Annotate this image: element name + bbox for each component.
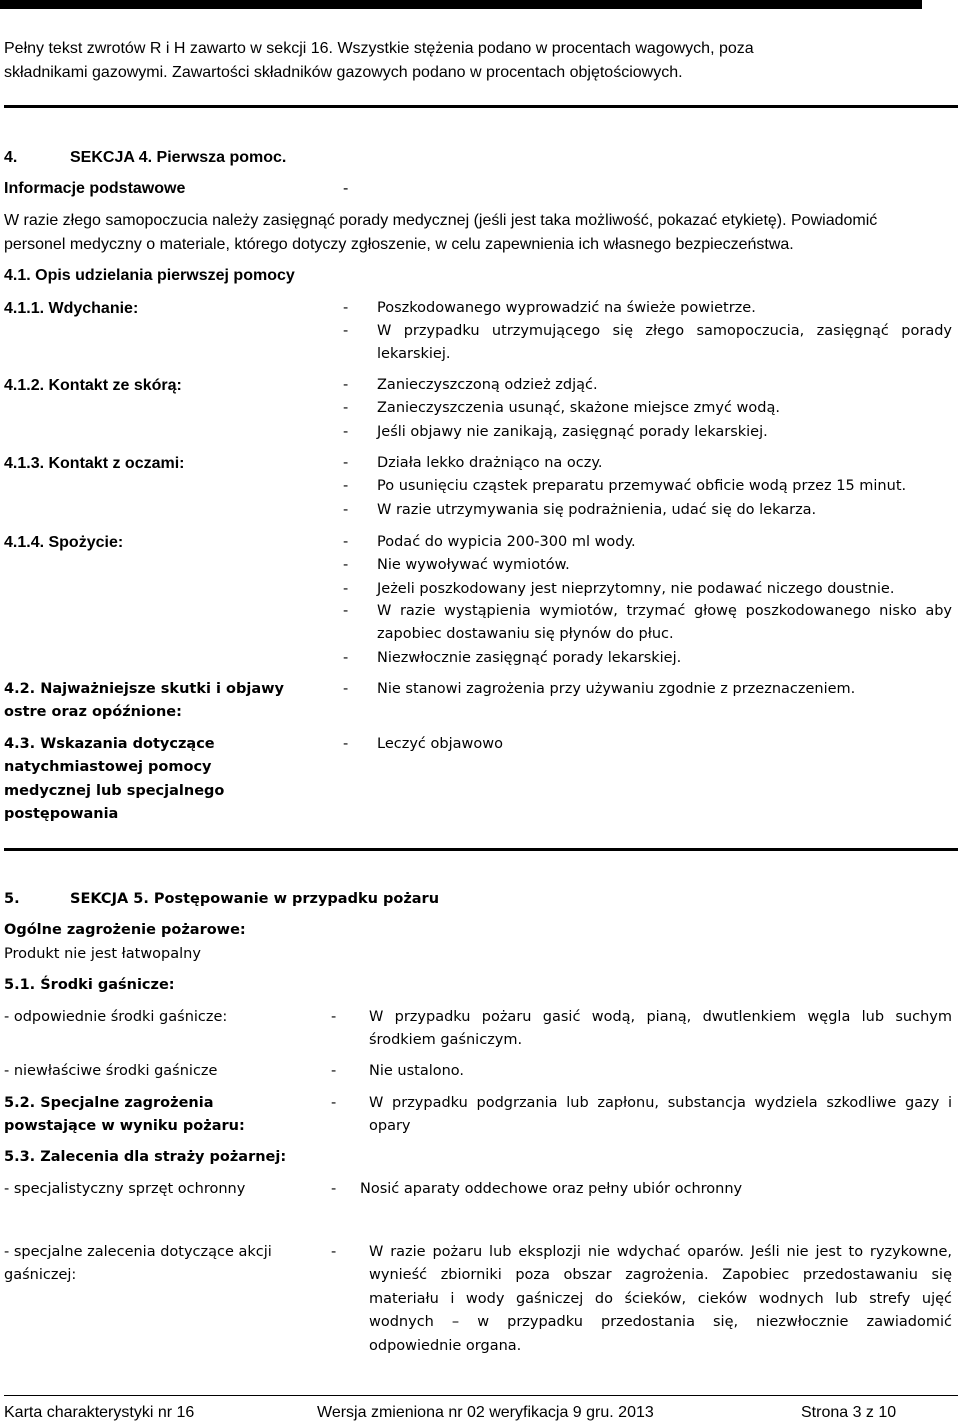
dash: - [343,581,349,597]
list-item: Po usunięciu cząstek preparatu przemywać obficie wodą przez 15 minut. [377,478,907,494]
dash: - [343,455,349,471]
dash: - [343,424,349,440]
special-value: W razie pożaru lub eksplozji nie wdychać oparów. Jeśli nie jest to ryzykowne, wynieść zbiorniki poza obszar zagrożenia. Zapobiec przedostawaniu się materiału i wody gaśniczej do ścieków, cieków wodnych lub strefy ujęć wodnych – w przypadku przedostania się, niezwłocznie zawiadomić odpowiednie organa. [369,1244,952,1354]
dash: - [331,1009,337,1025]
section-divider [4,848,958,851]
unsuitable-label: - niewłaściwe środki gaśnicze [4,1063,218,1079]
s43-label: 4.3. Wskazania dotyczące natychmiastowej pomocy medycznej lub specjalnego postępowania [4,736,225,823]
list-item: Niezwłocznie zasięgnąć porady lekarskiej. [377,650,682,666]
dash: - [343,502,349,518]
special-label: - specjalne zalecenia dotyczące akcji gaśniczej: [4,1244,272,1284]
section4-number: 4. [4,149,18,166]
basic-info-dash: - [343,180,349,197]
group-label-eyes: 4.1.3. Kontakt z oczami: [4,455,185,472]
dash: - [343,603,349,619]
dash: - [343,300,349,316]
s42-item: Nie stanowi zagrożenia przy używaniu zgodnie z przeznaczeniem. [377,681,856,697]
suitable-value: W przypadku pożaru gasić wodą, pianą, dwutlenkiem węgla lub suchym środkiem gaśniczym. [369,1009,952,1049]
dash: - [343,534,349,550]
dash: - [343,736,349,752]
list-item: Nie wywoływać wymiotów. [377,557,570,573]
group-label-inhalation: 4.1.1. Wdychanie: [4,300,139,317]
list-item: Działa lekko drażniąco na oczy. [377,455,603,471]
group-label-ingestion: 4.1.4. Spożycie: [4,534,124,551]
intro-line-2: składnikami gazowymi. Zawartości składników gazowych podano w procentach objętościowych. [4,64,683,81]
list-item: Podać do wypicia 200-300 ml wody. [377,534,636,550]
footer-version: Wersja zmieniona nr 02 weryfikacja 9 gru. 2013 [317,1404,654,1421]
dash: - [343,323,349,339]
s52-label: 5.2. Specjalne zagrożenia powstające w wyniku pożaru: [4,1095,245,1135]
unsuitable-value: Nie ustalono. [369,1063,465,1079]
equip-label: - specjalistyczny sprzęt ochronny [4,1181,246,1197]
list-item: W razie utrzymywania się podrażnienia, udać się do lekarza. [377,502,817,518]
list-item: W przypadku utrzymującego się złego samopoczucia, zasięgnąć porady lekarskiej. [377,323,952,363]
section5-number: 5. [4,891,20,907]
section-divider [4,105,958,108]
suitable-label: - odpowiednie środki gaśnicze: [4,1009,228,1025]
dash: - [343,400,349,416]
group-label-skin: 4.1.2. Kontakt ze skórą: [4,377,182,394]
dash: - [331,1244,337,1260]
list-item: Zanieczyszczoną odzież zdjąć. [377,377,598,393]
s42-label: 4.2. Najważniejsze skutki i objawy ostre oraz opóźnione: [4,681,284,721]
intro-line-1: Pełny tekst zwrotów R i H zawarto w sekcji 16. Wszystkie stężenia podano w procentach wagowych, poza [4,40,754,57]
dash: - [331,1181,337,1197]
list-item: Poszkodowanego wyprowadzić na świeże powietrze. [377,300,756,316]
top-bar [0,0,922,9]
footer-divider [4,1395,958,1396]
dash: - [343,478,349,494]
dash: - [343,650,349,666]
sub41-title: 4.1. Opis udzielania pierwszej pomocy [4,267,295,284]
dash: - [343,377,349,393]
footer-doc-name: Karta charakterystyki nr 16 [4,1404,195,1421]
list-item: Zanieczyszczenia usunąć, skażone miejsce zmyć wodą. [377,400,780,416]
basic-info-label: Informacje podstawowe [4,180,186,197]
dash: - [331,1063,337,1079]
list-item: Jeśli objawy nie zanikają, zasięgnąć porady lekarskiej. [377,424,768,440]
s43-item: Leczyć objawowo [377,736,503,752]
section5-title: SEKCJA 5. Postępowanie w przypadku pożaru [70,891,440,907]
s51-title: 5.1. Środki gaśnicze: [4,977,175,993]
section4-title: SEKCJA 4. Pierwsza pomoc. [70,149,287,166]
s52-value: W przypadku podgrzania lub zapłonu, substancja wydziela szkodliwe gazy i opary [369,1095,952,1135]
general-line-2: personel medyczny o materiale, którego dotyczy zgłoszenie, w celu zapewnienia ich własnego bezpieczeństwa. [4,236,794,253]
dash: - [331,1095,337,1111]
dash: - [343,681,349,697]
list-item: Jeżeli poszkodowany jest nieprzytomny, nie podawać niczego doustnie. [377,581,895,597]
general-line-1: W razie złego samopoczucia należy zasięgnąć porady medycznej (jeśli jest taka możliwość, pokazać etykietę). Powiadomić [4,212,878,229]
s53-title: 5.3. Zalecenia dla straży pożarnej: [4,1149,287,1165]
dash: - [343,557,349,573]
hazard-label: Ogólne zagrożenie pożarowe: [4,922,246,938]
hazard-value: Produkt nie jest łatwopalny [4,946,201,962]
footer-page-number: Strona 3 z 10 [801,1404,897,1421]
equip-value: Nosić aparaty oddechowe oraz pełny ubiór ochronny [360,1181,743,1197]
list-item: W razie wystąpienia wymiotów, trzymać głowę poszkodowanego nisko aby zapobiec dostawaniu się płynów do płuc. [377,603,952,643]
